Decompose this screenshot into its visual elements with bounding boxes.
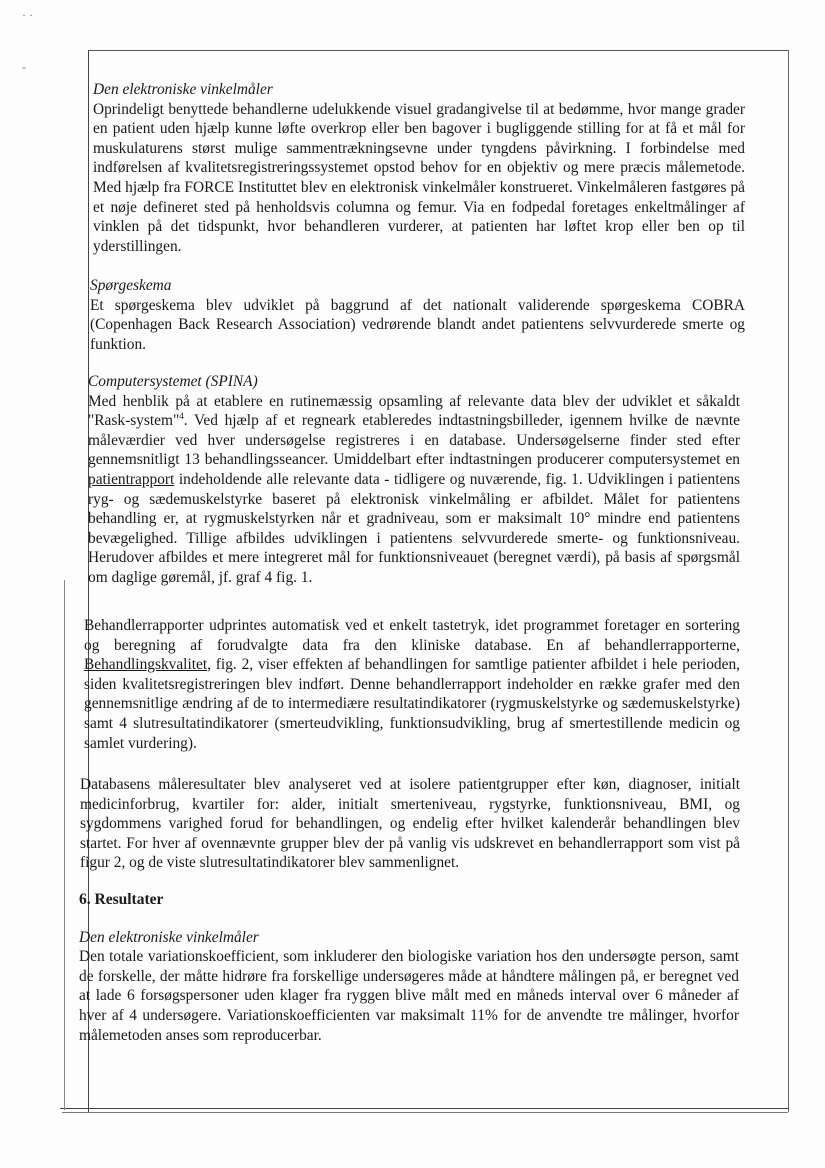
- section-body: Oprindeligt benyttede behandlerne udelukkende visuel gradangivelse til at bedømme, hvor mange grader en patient uden hjælp kunne løfte overkrop eller ben bagover i bugliggende stilling for at få et mål for muskulaturens størst mulige sammentrækningsevne under tyngdens påvirkning. I forbindelse med indførelsen af kvalitetsregistreringssystemet opstod behov for en objektiv og mere præcis målemetode. Med hjælp fra FORCE Instituttet blev en elektronisk vinkelmåler konstrueret. Vinkelmåleren fastgøres på et nøje defineret sted på henholdsvis columna og femur. Via en fodpedal foretages enkeltmålinger af vinklen på det tidspunkt, hvor behandleren vurderer, at patienten har løftet krop eller ben op til yderstillingen.: [93, 100, 745, 255]
- body-part: , fig. 2, viser effekten af behandlingen for samtlige patienter afbildet i hele perioden, siden kvalitetsregistreringen blev indført. Denne behandlerrapport indeholder en række grafer med den gennemsnitlige ændring af de to intermediære resultatindikatorer (rygmuskelstyrke og sædemuskelstyrke) samt 4 slutresultatindikatorer (smerteudvikling, funktionsudvikling, brug af smertestillende medicin og samlet vurdering).: [84, 656, 740, 752]
- section-spoergeskema: [90, 276, 745, 354]
- frame-bottom-line: [60, 1108, 788, 1109]
- frame-right-line: [788, 50, 789, 1112]
- spacer: [79, 910, 739, 928]
- section-body: Et spørgeskema blev udviklet på baggrund af det nationalt validerende spørgeskema COBRA (Copenhagen Back Research Association) vedrørende blandt andet patientens selvvurderede smerte og funktion.: [90, 296, 745, 353]
- section-heading: Computersystemet (SPINA): [88, 373, 258, 390]
- body-part: . Ved hjælp af et regneark etableredes indtastningsbilleder, igennem hvilke de nævnte måleværdier ved hver undersøgelse registreres i en database. Undersøgelserne finder sted efter gennemsnitligt 13 behandlingsseancer. Umiddelbart efter indtastningen producerer computersystemet en: [88, 412, 740, 469]
- section-heading: Spørgeskema: [90, 277, 172, 294]
- margin-rule: [64, 580, 65, 1110]
- behandlingskvalitet-link[interactable]: Behandlingskvalitet: [84, 656, 208, 674]
- section-behandlerrapporter: [84, 616, 740, 753]
- section-body: Databasens måleresultater blev analyseret ved at isolere patientgrupper efter køn, diagnoser, initialt medicinforbrug, kvartiler for: alder, initialt smerteniveau, rygstyrke, funktionsniveau, BMI, og sygdommens varighed forud for behandlingen, og endelig efter hvilket kalenderår behandlingen blev startet. For hver af ovennævnte grupper blev der på vanlig vis udskrevet en behandlerrapport som vist på figur 2, og de viste slutresultatindikatorer blev sammenlignet.: [80, 776, 740, 872]
- body-part: indeholdende alle relevante data - tidligere og nuværende, fig. 1. Udviklingen i patientens ryg- og sædemuskelstyrke baseret på elektronisk vinkelmåling er afbildet. Målet for patientens behandling er, at rygmuskelstyrken når et gradniveau, som er maksimalt 10° mindre end patientens bevægelighed. Tillige afbildes udviklingen i patientens selvvurderede smerte- og funktionsniveau. Herudover afbildes et mere integreret mål for funktionsniveauet (beregnet værdi), på basis af spørgsmål om daglige gøremål, jf. graf 4 fig. 1.: [88, 470, 740, 586]
- section-heading: Den elektroniske vinkelmåler: [79, 928, 259, 946]
- frame-top-line: [88, 50, 788, 51]
- section-vinkelmaaler: [93, 80, 745, 256]
- section-title: 6. Resultater: [79, 891, 164, 908]
- section-computersystemet: [88, 372, 740, 588]
- scan-mark: -: [22, 60, 26, 74]
- section-body: [84, 616, 740, 753]
- section-resultater: [79, 890, 739, 1045]
- section-heading: Den elektroniske vinkelmåler: [93, 81, 273, 98]
- scan-mark: · ·: [22, 8, 33, 22]
- section-databasens: [80, 775, 740, 873]
- patientrapport-link[interactable]: patientrapport: [88, 470, 175, 488]
- section-body: Den totale variationskoefficient, som inkluderer den biologiske variation hos den undersøgte person, samt de forskelle, der måtte hidrøre fra forskellige undersøgeres måde at håndtere målingen på, er beregnet ved at lade 6 forsøgspersoner uden klager fra ryggen blive målt med en måneds interval over 6 måneder af hver af 4 undersøgere. Variationskoefficienten var maksimalt 11% for de anvendte tre målinger, hvorfor målemetoden anses som reproducerbar.: [79, 948, 739, 1044]
- frame-bottom-line-2: [62, 1112, 788, 1113]
- footnote-ref: 4: [179, 411, 184, 422]
- body-part: Behandlerrapporter udprintes automatisk ved et enkelt tastetryk, idet programmet foretager en sortering og beregning af forudvalgte data fra den kliniske database. En af behandlerrapporterne,: [84, 617, 740, 654]
- body-part: Med henblik på at etablere en rutinemæssig opsamling af relevante data blev der udviklet et såkaldt "Rask-system": [88, 392, 740, 430]
- section-body: [88, 392, 740, 588]
